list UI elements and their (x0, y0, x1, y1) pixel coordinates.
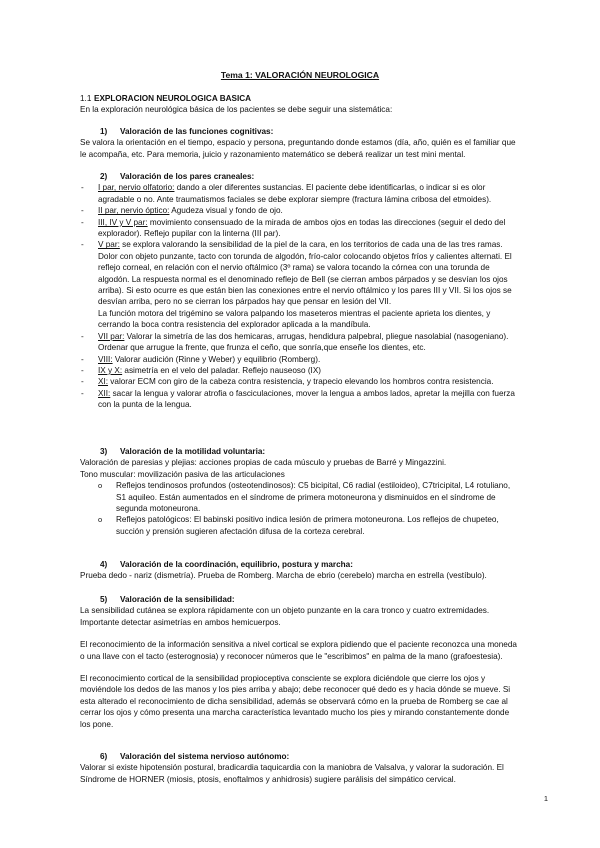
list-item (80, 331, 520, 354)
subsection-autonomic (80, 751, 520, 785)
nerve-term: III, IV y V par: (98, 217, 148, 227)
list-item (80, 205, 520, 216)
nerve-term: V par: (98, 240, 120, 250)
nerve-text: dando a oler diferentes sustancias. El paciente debe identificarlas, o indicar si es olor agradable o no. Ante traumatismos faciales se debe explorar siempre (fractura lámina cribosa del etmoides). (98, 183, 492, 204)
list-item (80, 239, 520, 330)
section-1 (80, 93, 520, 116)
subsection-motility-number: 3) (100, 447, 108, 456)
subsection-motility-title: Valoración de la motilidad voluntaria: (120, 447, 266, 456)
subsection-motility (80, 446, 520, 537)
autonomic-text: Valorar si existe hipotensión postural, bradicardia taquicardia con la maniobra de Valsalva, y valorar la sudoración. El Síndrome de HORNER (miosis, ptosis, enoftalmos y anhidrosis) sugiere parálisis del simpático cervical. (80, 763, 504, 784)
subsection-sensitivity-heading (80, 594, 520, 605)
nerve-text: se explora valorando la sensibilidad de la piel de la cara, en los territorios de cada una de las tres ramas. Dolor con objeto punzante, tacto con torunda de algodón, frío-calor colocando objetos fríos y calientes alternati. El reflejo corneal, en relación con el nervio oftálmico (3º rama) se valora tocando la córnea con una torunda de algodón. La respuesta normal es el denominado reflejo de Bell (se cierran ambos párpados y se desvían los ojos arriba). Si esto ocurre es que están bien las conexiones entre el nervio oftálmico y los pares III y VII. Si los ojos se desvían arriba, pero no se cierran los párpados hay que pensar en lesión del VII. (98, 240, 512, 307)
nerve-text: Agudeza visual y fondo de ojo. (169, 206, 283, 216)
subsection-sensitivity-number: 5) (100, 595, 108, 604)
section-1-intro: En la exploración neurológica básica de los pacientes se debe seguir una sistemática: (80, 105, 393, 115)
subsection-cognitive-title: Valoración de las funciones cognitivas: (120, 127, 274, 136)
nerve-text: Valorar la simetría de las dos hemicaras, arrugas, hendidura palpebral, pliegue nasolabial (nasogeniano). Ordenar que arrugue la frente, que frunza el ceño, que sonría,que enseñe los dientes, etc. (98, 331, 509, 353)
nerve-text: Valorar audición (Rinne y Weber) y equilibrio (Romberg). (112, 354, 321, 364)
cranial-nerve-list (80, 182, 520, 410)
list-item (80, 376, 520, 387)
nerve-extra-text: La función motora del trigémino se valora palpando los maseteros mientras el paciente aprieta los dientes, y cerrando la boca contra resistencia del explorador aplicada a la mandíbula. (98, 308, 491, 330)
section-1-title: EXPLORACION NEUROLOGICA BASICA (94, 94, 252, 103)
subsection-coordination-number: 4) (100, 560, 108, 569)
subsection-cranial-title: Valoración de los pares craneales: (120, 172, 255, 181)
nerve-text: movimiento consensuado de la mirada de ambos ojos en todas las direcciones (seguir el dedo del explorador). Reflejo pupilar con la linterna (III par). (98, 217, 506, 239)
coordination-text: Prueba dedo - nariz (dismetría). Prueba de Romberg. Marcha de ebrio (cerebelo) marcha en estrella (vestíbulo). (80, 571, 487, 581)
motility-line-1: Valoración de paresias y plejias: acciones propias de cada músculo y pruebas de Barré y Mingazzini. (80, 458, 447, 468)
nerve-term: XII: (98, 388, 111, 398)
list-item (80, 354, 520, 365)
nerve-term: I par, nervio olfatorio: (98, 183, 175, 193)
subsection-cognitive-number: 1) (100, 127, 108, 136)
subsection-cranial-heading (80, 171, 520, 182)
reflex-list (80, 480, 520, 537)
subsection-coordination-title: Valoración de la coordinación, equilibrio, postura y marcha: (120, 560, 353, 569)
subsection-autonomic-number: 6) (100, 752, 108, 761)
list-item (80, 182, 520, 205)
nerve-term: II par, nervio óptico: (98, 206, 170, 216)
nerve-term: IX y X: (98, 365, 123, 375)
list-item (80, 388, 520, 411)
sensitivity-paragraph-3: El reconocimiento cortical de la sensibilidad propioceptiva consciente se explora diciéndole que cierre los ojos y moviéndole los dedos de las manos y los pies arriba y abajo; debe reconocer qué dedo es y hacia dónde se mueve. Si esta alterado el reconocimiento de dicha sensibilidad, además se observará cómo en la prueba de Romberg se cae al cerrar los ojos y cómo presenta una marcha característica levantado mucho los pies y mirando constantemente donde los pone. (80, 674, 511, 729)
subsection-cognitive-text: Se valora la orientación en el tiempo, espacio y persona, preguntando donde estamos (día, año, quién es el familiar que le acompaña, etc. Para memoria, juicio y razonamiento matemático se deberá realizar un test mini mental. (80, 138, 516, 159)
sensitivity-paragraph-2: El reconocimiento de la información sensitiva a nivel cortical se explora pidiendo que el paciente reconozca una moneda o una llave con el tacto (esterognosia) y reconocer números que le "escribimos" en palma de la mano (grafoestesia). (80, 640, 517, 661)
list-item (80, 365, 520, 376)
nerve-term: XI: (98, 377, 109, 387)
motility-line-2: Tono muscular: movilización pasiva de las articulaciones (80, 469, 285, 479)
subsection-coordination (80, 559, 520, 582)
subsection-autonomic-title: Valoración del sistema nervioso autónomo: (120, 752, 290, 761)
page-title: Tema 1: VALORACIÓN NEUROLOGICA (220, 70, 380, 80)
section-1-number: 1.1 (80, 94, 92, 103)
subsection-sensitivity-title: Valoración de la sensibilidad: (120, 595, 235, 604)
nerve-text: valorar ECM con giro de la cabeza contra resistencia, y trapecio elevando los hombros contra resistencia. (108, 377, 494, 387)
sensitivity-paragraph-1: La sensibilidad cutánea se explora rápidamente con un objeto punzante en la cara tronco y cuatro extremidades. Importante detectar asimetrías en ambos hemicuerpos. (80, 606, 490, 627)
section-1-heading (80, 93, 520, 104)
nerve-text: asimetría en el velo del paladar. Reflejo nauseoso (IX) (122, 365, 322, 375)
list-item: o Reflejos tendinosos profundos (osteotendinosos): C5 bicipital, C6 radial (estiloideo), C7tricipital, L4 rotuliano, S1 aquileo. Están aumentados en el síndrome de primera motoneurona y disminuidos en el síndrome de segunda motoneurona. (98, 480, 520, 514)
subsection-cranial-nerves (80, 171, 520, 411)
list-item: o Reflejos patológicos: El babinski positivo indica lesión de primera motoneurona. Los reflejos de chupeteo, succión y prensión sugieren afectación difusa de la corteza cerebral. (98, 514, 520, 537)
subsection-sensitivity (80, 594, 520, 730)
list-item (80, 217, 520, 240)
page-number: 1 (543, 794, 548, 803)
nerve-text: sacar la lengua y valorar atrofia o fasciculaciones, mover la lengua a ambos lados, apretar la mejilla con fuerza con la punta de la lengua. (98, 388, 515, 410)
subsection-cognitive-heading (80, 126, 520, 137)
subsection-cognitive (80, 126, 520, 160)
subsection-motility-heading (80, 446, 520, 457)
nerve-term: VII par: (98, 331, 125, 341)
subsection-cranial-number: 2) (100, 172, 108, 181)
subsection-coordination-heading (80, 559, 520, 570)
nerve-term: VIII: (98, 354, 113, 364)
subsection-autonomic-heading (80, 751, 520, 762)
